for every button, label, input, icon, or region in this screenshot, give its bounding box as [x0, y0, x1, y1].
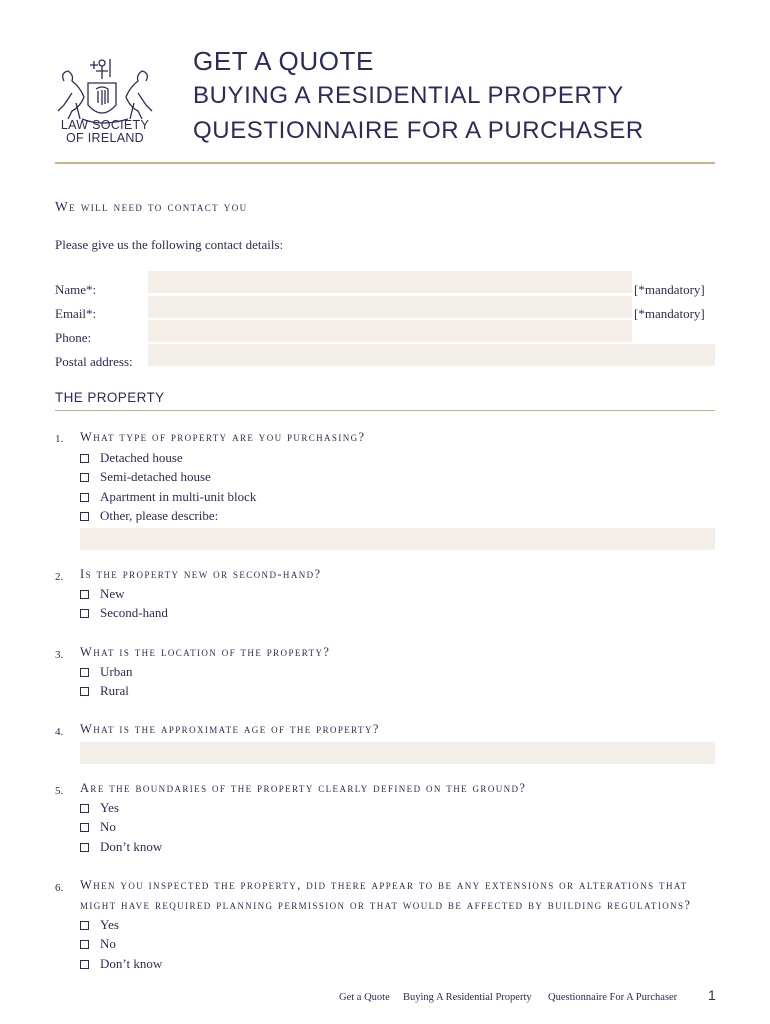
- option-label: No: [100, 819, 116, 834]
- option-other[interactable]: [80, 508, 218, 524]
- checkbox[interactable]: [80, 473, 89, 482]
- checkbox[interactable]: [80, 454, 89, 463]
- title-get-a-quote: GET A QUOTE: [193, 46, 374, 76]
- postal-address-field[interactable]: [148, 344, 715, 366]
- question-number: 2.: [55, 571, 64, 583]
- option-label: Semi-detached house: [100, 469, 211, 484]
- checkbox[interactable]: [80, 823, 89, 832]
- option-semi-detached-house[interactable]: [80, 469, 211, 485]
- option-no[interactable]: [80, 819, 116, 835]
- checkbox[interactable]: [80, 590, 89, 599]
- phone-field[interactable]: [148, 320, 632, 342]
- option-rural[interactable]: [80, 683, 129, 699]
- option-yes[interactable]: [80, 917, 119, 933]
- property-age-field[interactable]: [80, 742, 715, 764]
- logo-text: [52, 119, 158, 145]
- option-label: Yes: [100, 917, 119, 932]
- option-second-hand[interactable]: [80, 605, 168, 621]
- question-number: 5.: [55, 785, 64, 797]
- question-2-text: Is the property new or second-hand?: [80, 567, 322, 581]
- name-label: Name*:: [55, 282, 97, 297]
- option-label: Don’t know: [100, 956, 163, 971]
- footer-questionnaire: Questionnaire For A Purchaser: [548, 992, 678, 1003]
- checkbox[interactable]: [80, 804, 89, 813]
- option-urban[interactable]: [80, 664, 133, 680]
- option-label: Second-hand: [100, 605, 168, 620]
- contact-heading: We will need to contact you: [55, 199, 248, 214]
- option-no[interactable]: [80, 936, 116, 952]
- checkbox[interactable]: [80, 940, 89, 949]
- question-6-text-line1: When you inspected the property, did there appear to be any extensions or alterations that: [80, 878, 688, 892]
- contact-intro: Please give us the following contact details:: [55, 237, 284, 252]
- question-1-text: What type of property are you purchasing?: [80, 430, 366, 444]
- option-label: No: [100, 936, 116, 951]
- question-3-text: What is the location of the property?: [80, 645, 331, 659]
- question-number: 6.: [55, 882, 64, 894]
- name-mandatory-note: [*mandatory]: [634, 282, 705, 297]
- option-label: Detached house: [100, 450, 183, 465]
- checkbox[interactable]: [80, 493, 89, 502]
- option-label: Don’t know: [100, 839, 163, 854]
- option-label: Rural: [100, 683, 129, 698]
- checkbox[interactable]: [80, 512, 89, 521]
- footer-get-a-quote: Get a Quote: [339, 992, 390, 1003]
- other-describe-field[interactable]: [80, 528, 715, 550]
- option-label: Urban: [100, 664, 133, 679]
- section-title-property: THE PROPERTY: [55, 390, 165, 405]
- checkbox[interactable]: [80, 843, 89, 852]
- option-label: Other, please describe:: [100, 508, 219, 523]
- option-label: New: [100, 586, 125, 601]
- question-number: 4.: [55, 726, 64, 738]
- option-dont-know[interactable]: [80, 839, 162, 855]
- option-yes[interactable]: [80, 800, 119, 816]
- option-detached-house[interactable]: [80, 450, 183, 466]
- checkbox[interactable]: [80, 668, 89, 677]
- checkbox[interactable]: [80, 960, 89, 969]
- option-dont-know[interactable]: [80, 956, 162, 972]
- email-mandatory-note: [*mandatory]: [634, 306, 705, 321]
- postal-address-label: Postal address:: [55, 354, 133, 369]
- email-field[interactable]: [148, 296, 632, 318]
- question-4-text: What is the approximate age of the property?: [80, 722, 380, 736]
- option-new[interactable]: [80, 586, 125, 602]
- option-label: Apartment in multi-unit block: [100, 489, 257, 504]
- question-number: 3.: [55, 649, 64, 661]
- page-number: 1: [708, 987, 716, 1003]
- header-rule: [55, 162, 715, 164]
- checkbox[interactable]: [80, 921, 89, 930]
- logo-text-line1: LAW SOCIETY: [60, 118, 150, 132]
- checkbox[interactable]: [80, 609, 89, 618]
- phone-label: Phone:: [55, 330, 92, 345]
- question-6-text-line2: might have required planning permission or that would be affected by building regulations?: [80, 898, 692, 912]
- option-label: Yes: [100, 800, 119, 815]
- email-label: Email*:: [55, 306, 97, 321]
- section-rule: [55, 410, 715, 411]
- option-apartment[interactable]: [80, 489, 256, 505]
- question-5-text: Are the boundaries of the property clearly defined on the ground?: [80, 781, 527, 795]
- footer-buying-property: Buying A Residential Property: [403, 992, 532, 1003]
- logo-text-line2: OF IRELAND: [65, 131, 144, 145]
- checkbox[interactable]: [80, 687, 89, 696]
- title-questionnaire: QUESTIONNAIRE FOR A PURCHASER: [193, 117, 644, 144]
- title-buying-property: BUYING A RESIDENTIAL PROPERTY: [193, 82, 624, 109]
- question-number: 1.: [55, 433, 64, 445]
- name-field[interactable]: [148, 271, 632, 293]
